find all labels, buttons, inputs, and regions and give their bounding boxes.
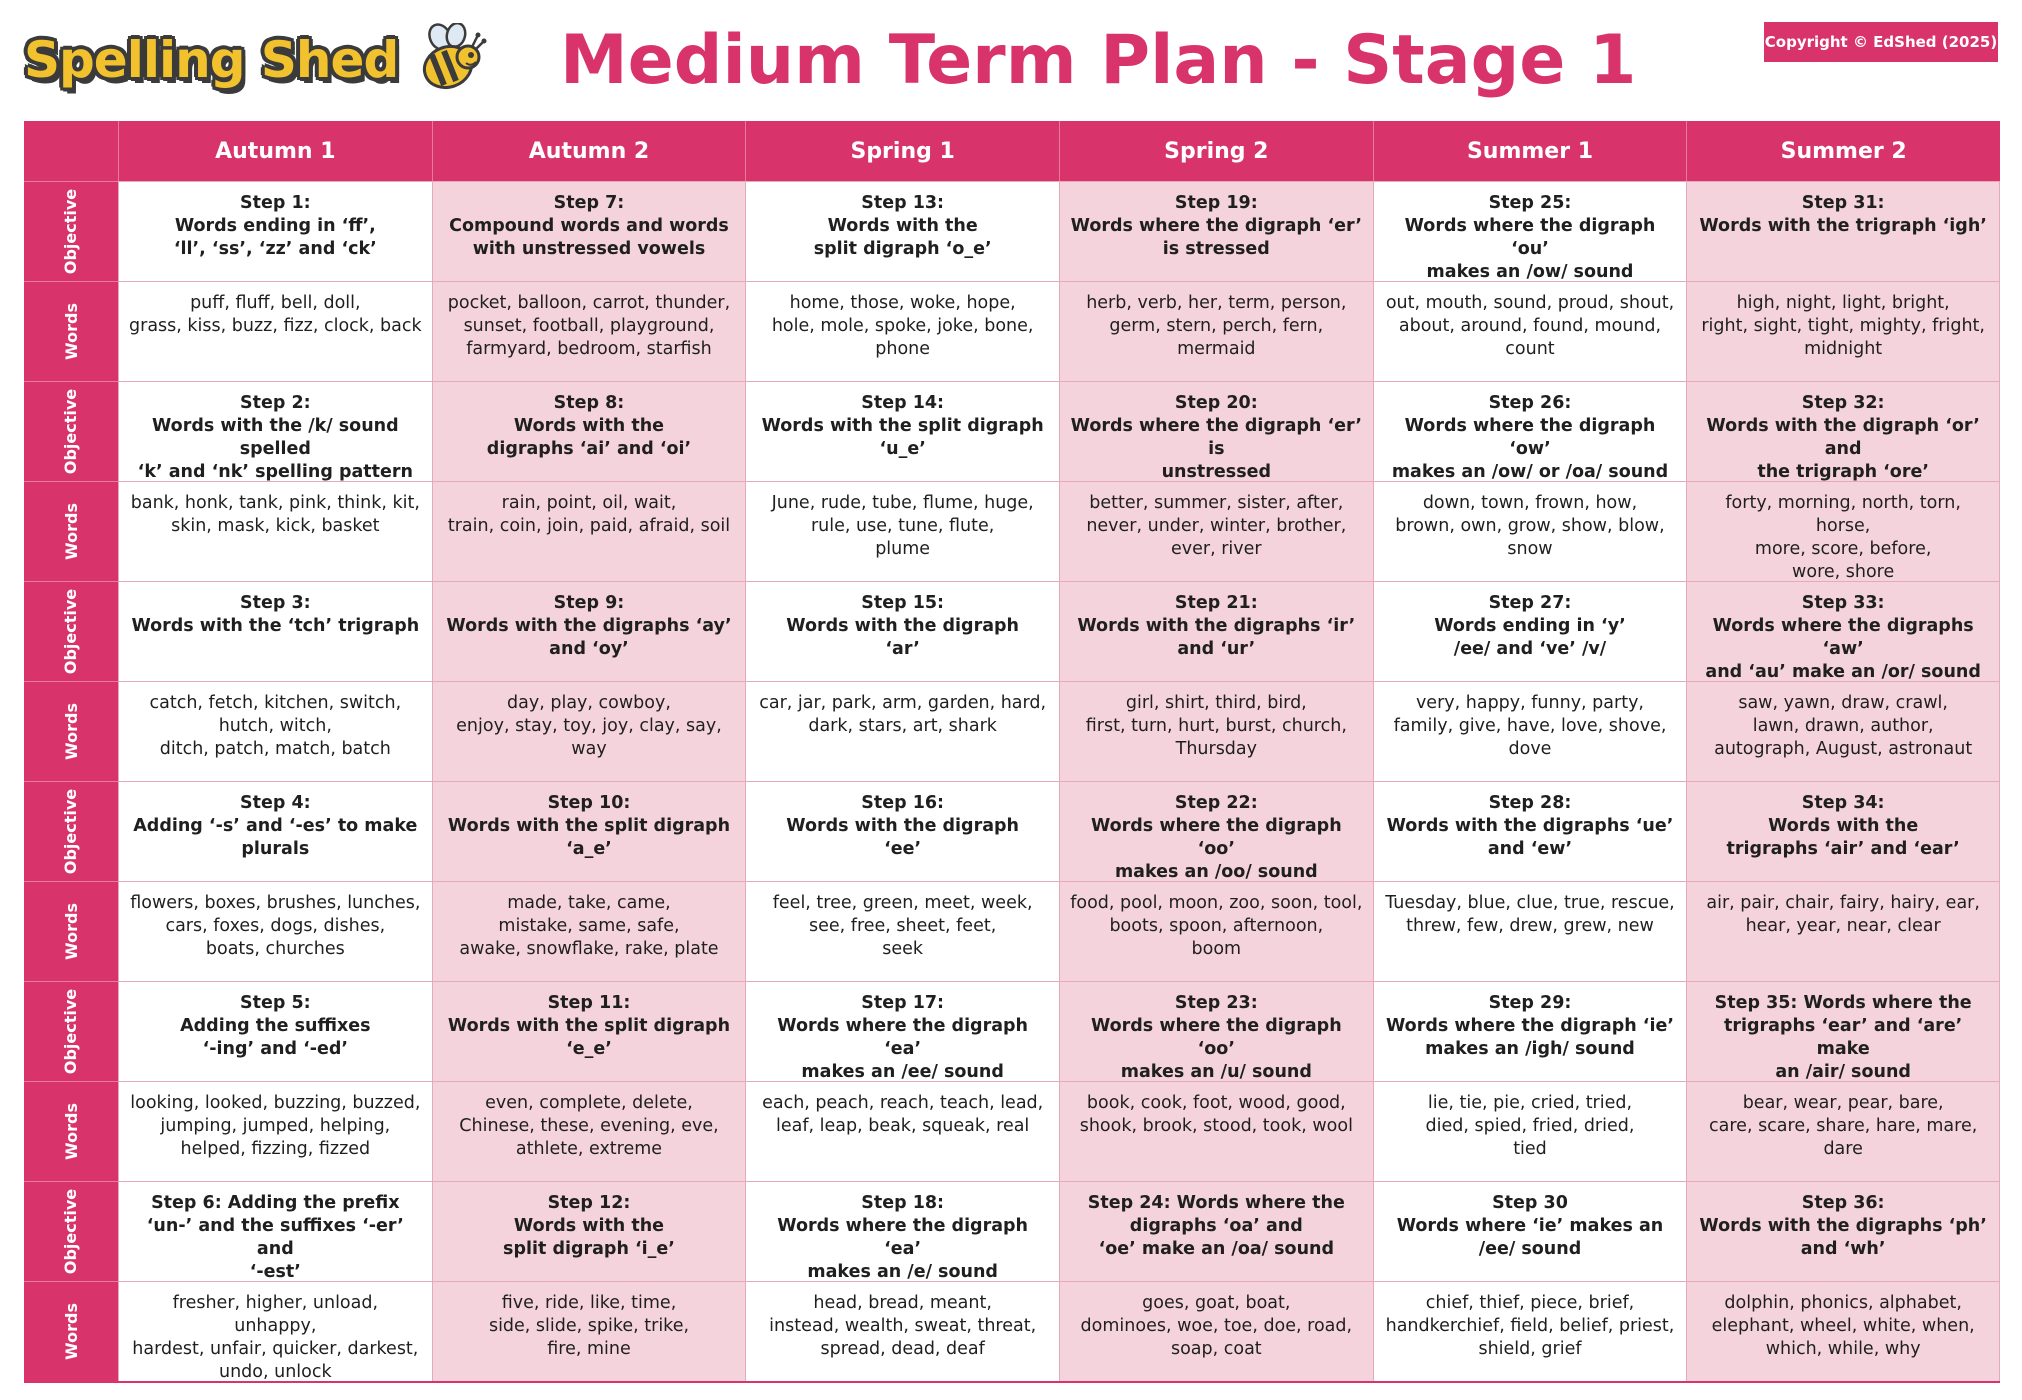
objective-cell: Step 36: Words with the digraphs ‘ph’ and ‘wh’ (1686, 1181, 2000, 1281)
words-cell: car, jar, park, arm, garden, hard, dark, stars, art, shark (745, 681, 1059, 781)
words-cell: dolphin, phonics, alphabet, elephant, wheel, white, when, which, while, why (1686, 1281, 2000, 1381)
words-cell: flowers, boxes, brushes, lunches, cars, foxes, dogs, dishes, boats, churches (118, 881, 432, 981)
words-cell: high, night, light, bright, right, sight, tight, mighty, fright, midnight (1686, 281, 2000, 381)
objective-cell: Step 17: Words where the digraph ‘ea’ makes an /ee/ sound (745, 981, 1059, 1081)
objective-row-label (24, 781, 118, 881)
words-cell: each, peach, reach, teach, lead, leaf, leap, beak, squeak, real (745, 1081, 1059, 1181)
words-cell: herb, verb, her, term, person, germ, stern, perch, fern, mermaid (1059, 281, 1373, 381)
objective-cell: Step 15: Words with the digraph ‘ar’ (745, 581, 1059, 681)
words-cell: puff, fluff, bell, doll, grass, kiss, buzz, fizz, clock, back (118, 281, 432, 381)
words-cell: chief, thief, piece, brief, handkerchief, field, belief, priest, shield, grief (1373, 1281, 1687, 1381)
medium-term-plan-table (24, 121, 2000, 1383)
objective-cell: Step 12: Words with the split digraph ‘i_e’ (432, 1181, 746, 1281)
words-cell: out, mouth, sound, proud, shout, about, around, found, mound, count (1373, 281, 1687, 381)
words-cell: book, cook, foot, wood, good, shook, brook, stood, took, wool (1059, 1081, 1373, 1181)
row-label-text: Objective (61, 1188, 81, 1275)
objective-cell: Step 14: Words with the split digraph ‘u_e’ (745, 381, 1059, 481)
objective-cell: Step 34: Words with the trigraphs ‘air’ and ‘ear’ (1686, 781, 2000, 881)
term-header: Summer 1 (1373, 121, 1687, 181)
term-header: Autumn 2 (432, 121, 746, 181)
objective-cell: Step 8: Words with the digraphs ‘ai’ and ‘oi’ (432, 381, 746, 481)
objective-cell: Step 13: Words with the split digraph ‘o_e’ (745, 181, 1059, 281)
term-header: Spring 1 (745, 121, 1059, 181)
objective-cell: Step 18: Words where the digraph ‘ea’ makes an /e/ sound (745, 1181, 1059, 1281)
row-label-text: Words (61, 903, 81, 960)
words-cell: head, bread, meant, instead, wealth, sweat, threat, spread, dead, deaf (745, 1281, 1059, 1381)
objective-cell: Step 4: Adding ‘-s’ and ‘-es’ to make plurals (118, 781, 432, 881)
copyright-badge: Copyright © EdShed (2025) (1764, 22, 1998, 62)
row-label-text: Words (61, 1103, 81, 1160)
words-cell: five, ride, like, time, side, slide, spike, trike, fire, mine (432, 1281, 746, 1381)
words-cell: bear, wear, pear, bare, care, scare, share, hare, mare, dare (1686, 1081, 2000, 1181)
words-row-label (24, 1081, 118, 1181)
words-cell: down, town, frown, how, brown, own, grow, show, blow, snow (1373, 481, 1687, 581)
words-cell: Tuesday, blue, clue, true, rescue, threw, few, drew, grew, new (1373, 881, 1687, 981)
objective-cell: Step 11: Words with the split digraph ‘e_e’ (432, 981, 746, 1081)
objective-cell: Step 32: Words with the digraph ‘or’ and the trigraph ‘ore’ (1686, 381, 2000, 481)
objective-row-label (24, 181, 118, 281)
objective-cell: Step 6: Adding the prefix ‘un-’ and the suffixes ‘-er’ and ‘-est’ (118, 1181, 432, 1281)
term-header: Spring 2 (1059, 121, 1373, 181)
words-row-label (24, 681, 118, 781)
words-row-label (24, 481, 118, 581)
logo-text: Spelling Shed (24, 31, 399, 89)
words-cell: saw, yawn, draw, crawl, lawn, drawn, author, autograph, August, astronaut (1686, 681, 2000, 781)
words-cell: girl, shirt, third, bird, first, turn, hurt, burst, church, Thursday (1059, 681, 1373, 781)
words-cell: even, complete, delete, Chinese, these, evening, eve, athlete, extreme (432, 1081, 746, 1181)
objective-cell: Step 25: Words where the digraph ‘ou’ makes an /ow/ sound (1373, 181, 1687, 281)
objective-cell: Step 21: Words with the digraphs ‘ir’ and ‘ur’ (1059, 581, 1373, 681)
words-cell: very, happy, funny, party, family, give, have, love, shove, dove (1373, 681, 1687, 781)
objective-cell: Step 26: Words where the digraph ‘ow’ makes an /ow/ or /oa/ sound (1373, 381, 1687, 481)
objective-cell: Step 3: Words with the ‘tch’ trigraph (118, 581, 432, 681)
words-cell: June, rude, tube, flume, huge, rule, use, tune, flute, plume (745, 481, 1059, 581)
words-row-label (24, 281, 118, 381)
objective-cell: Step 24: Words where the digraphs ‘oa’ and ‘oe’ make an /oa/ sound (1059, 1181, 1373, 1281)
words-cell: looking, looked, buzzing, buzzed, jumping, jumped, helping, helped, fizzing, fizzed (118, 1081, 432, 1181)
objective-cell: Step 33: Words where the digraphs ‘aw’ and ‘au’ make an /or/ sound (1686, 581, 2000, 681)
objective-cell: Step 16: Words with the digraph ‘ee’ (745, 781, 1059, 881)
words-cell: pocket, balloon, carrot, thunder, sunset, football, playground, farmyard, bedroom, starfish (432, 281, 746, 381)
objective-cell: Step 31: Words with the trigraph ‘igh’ (1686, 181, 2000, 281)
objective-cell: Step 22: Words where the digraph ‘oo’ makes an /oo/ sound (1059, 781, 1373, 881)
objective-cell: Step 19: Words where the digraph ‘er’ is stressed (1059, 181, 1373, 281)
words-row-label (24, 881, 118, 981)
row-label-text: Words (61, 703, 81, 760)
row-label-text: Words (61, 303, 81, 360)
words-cell: feel, tree, green, meet, week, see, free, sheet, feet, seek (745, 881, 1059, 981)
row-label-text: Objective (61, 388, 81, 475)
row-label-text: Objective (61, 588, 81, 675)
page-title: Medium Term Plan - Stage 1 (560, 21, 1637, 100)
words-cell: goes, goat, boat, dominoes, woe, toe, doe, road, soap, coat (1059, 1281, 1373, 1381)
objective-cell: Step 30 Words where ‘ie’ makes an /ee/ sound (1373, 1181, 1687, 1281)
words-cell: food, pool, moon, zoo, soon, tool, boots, spoon, afternoon, boom (1059, 881, 1373, 981)
objective-cell: Step 28: Words with the digraphs ‘ue’ and ‘ew’ (1373, 781, 1687, 881)
words-cell: lie, tie, pie, cried, tried, died, spied, fried, dried, tied (1373, 1081, 1687, 1181)
table-corner (24, 121, 118, 181)
objective-row-label (24, 1181, 118, 1281)
objective-cell: Step 5: Adding the suffixes ‘-ing’ and ‘-ed’ (118, 981, 432, 1081)
objective-cell: Step 29: Words where the digraph ‘ie’ makes an /igh/ sound (1373, 981, 1687, 1081)
objective-cell: Step 20: Words where the digraph ‘er’ is unstressed (1059, 381, 1373, 481)
bee-icon (414, 23, 488, 97)
words-row-label (24, 1281, 118, 1381)
spelling-shed-logo[interactable] (24, 20, 488, 100)
objective-cell: Step 35: Words where the trigraphs ‘ear’ and ‘are’ make an /air/ sound (1686, 981, 2000, 1081)
row-label-text: Objective (61, 788, 81, 875)
words-cell: fresher, higher, unload, unhappy, hardest, unfair, quicker, darkest, undo, unlock (118, 1281, 432, 1381)
words-cell: rain, point, oil, wait, train, coin, join, paid, afraid, soil (432, 481, 746, 581)
objective-row-label (24, 981, 118, 1081)
words-cell: forty, morning, north, torn, horse, more, score, before, wore, shore (1686, 481, 2000, 581)
words-cell: made, take, came, mistake, same, safe, awake, snowflake, rake, plate (432, 881, 746, 981)
objective-cell: Step 9: Words with the digraphs ‘ay’ and ‘oy’ (432, 581, 746, 681)
row-label-text: Words (61, 1303, 81, 1360)
row-label-text: Words (61, 503, 81, 560)
words-cell: day, play, cowboy, enjoy, stay, toy, joy, clay, say, way (432, 681, 746, 781)
words-cell: bank, honk, tank, pink, think, kit, skin, mask, kick, basket (118, 481, 432, 581)
objective-cell: Step 7: Compound words and words with unstressed vowels (432, 181, 746, 281)
term-header: Autumn 1 (118, 121, 432, 181)
objective-cell: Step 23: Words where the digraph ‘oo’ makes an /u/ sound (1059, 981, 1373, 1081)
row-label-text: Objective (61, 188, 81, 275)
objective-cell: Step 2: Words with the /k/ sound spelled ‘k’ and ‘nk’ spelling pattern (118, 381, 432, 481)
words-cell: better, summer, sister, after, never, under, winter, brother, ever, river (1059, 481, 1373, 581)
objective-cell: Step 1: Words ending in ‘ff’, ‘ll’, ‘ss’, ‘zz’ and ‘ck’ (118, 181, 432, 281)
objective-row-label (24, 581, 118, 681)
words-cell: home, those, woke, hope, hole, mole, spoke, joke, bone, phone (745, 281, 1059, 381)
row-label-text: Objective (61, 988, 81, 1075)
words-cell: air, pair, chair, fairy, hairy, ear, hear, year, near, clear (1686, 881, 2000, 981)
objective-cell: Step 27: Words ending in ‘y’ /ee/ and ‘ve’ /v/ (1373, 581, 1687, 681)
words-cell: catch, fetch, kitchen, switch, hutch, witch, ditch, patch, match, batch (118, 681, 432, 781)
term-header: Summer 2 (1686, 121, 2000, 181)
objective-row-label (24, 381, 118, 481)
objective-cell: Step 10: Words with the split digraph ‘a_e’ (432, 781, 746, 881)
